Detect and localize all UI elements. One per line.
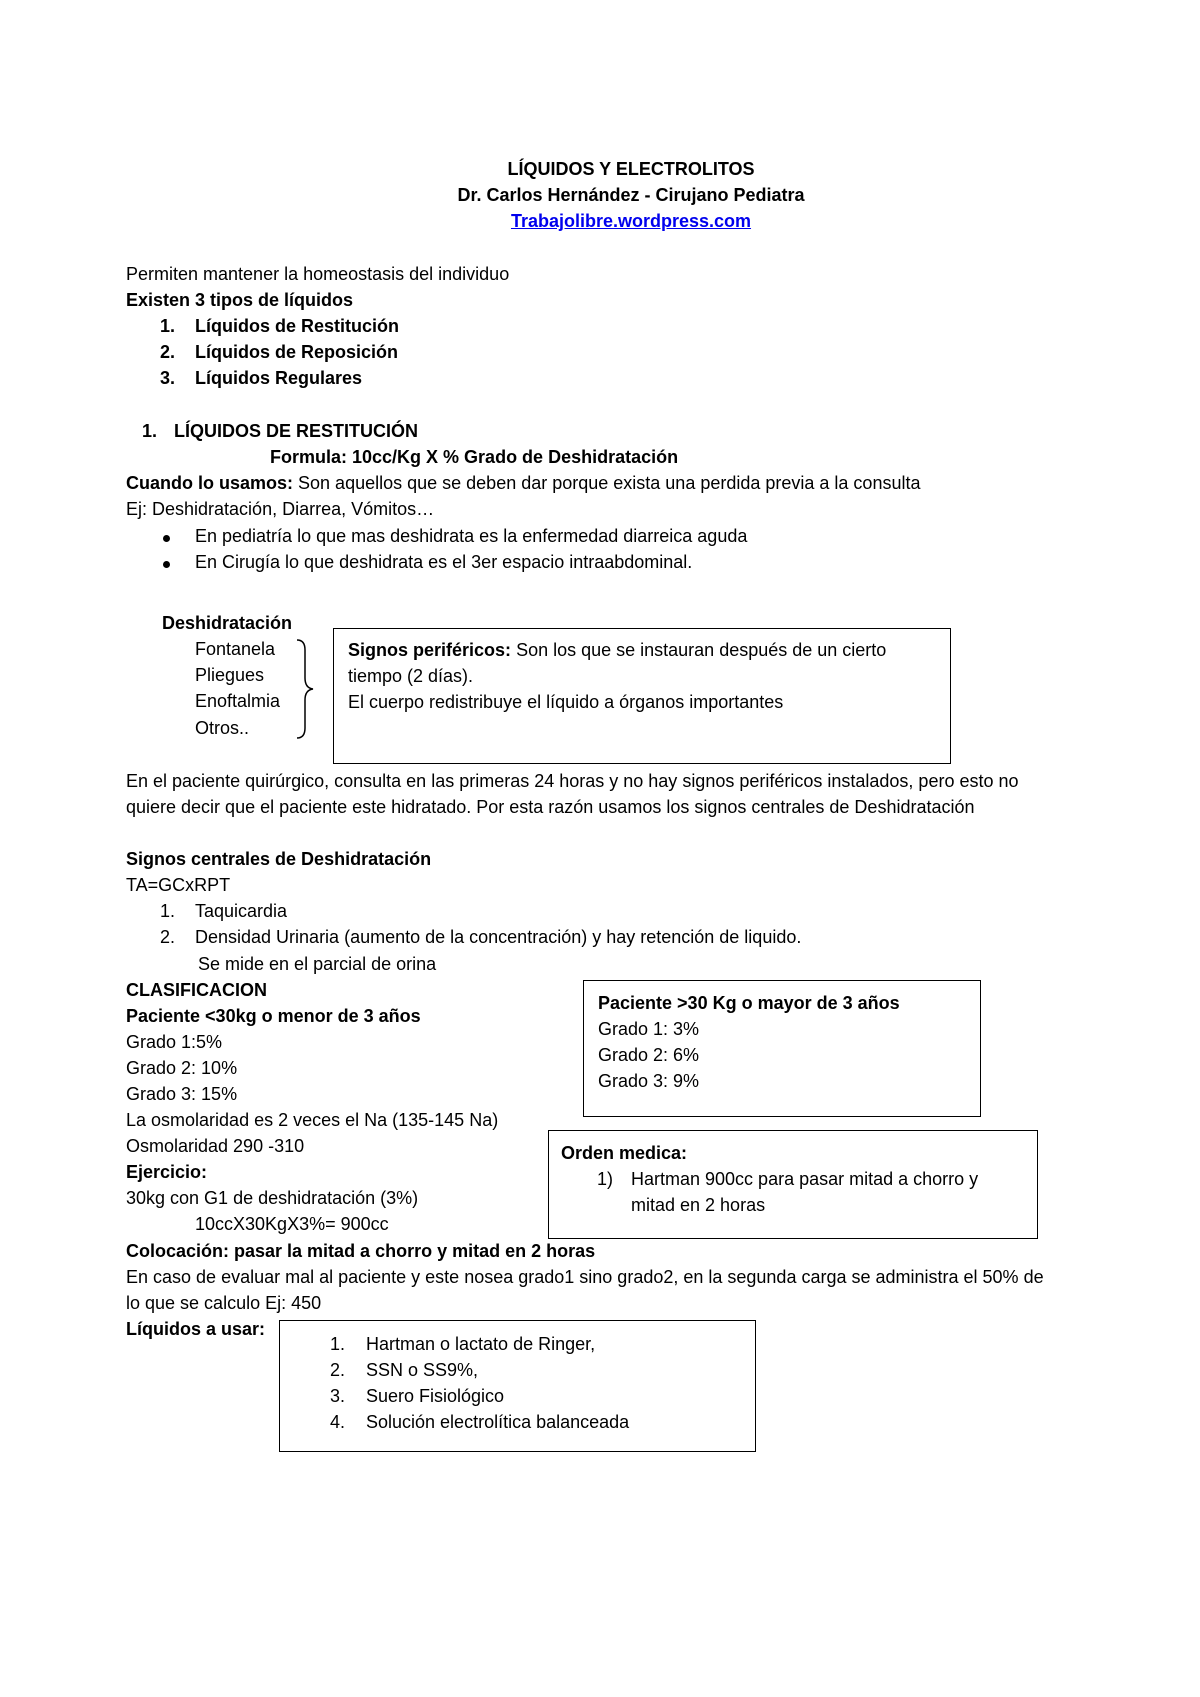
type-number: 2.	[160, 342, 176, 362]
when-used-text: Son aquellos que se deben dar porque exista una perdida previa a la consulta	[298, 473, 921, 493]
fluid-number: 1.	[330, 1334, 346, 1354]
placement-paragraph-line: lo que se calculo Ej: 450	[126, 1293, 322, 1313]
type-item: Líquidos de Reposición	[195, 342, 399, 362]
surgical-paragraph-line: quiere decir que el paciente este hidratado. Por esta razón usamos los signos centrales de Deshidratación	[126, 797, 975, 817]
placement-paragraph-line: En caso de evaluar mal al paciente y este nosea grado1 sino grado2, en la segunda carga se administra el 50% de	[126, 1267, 1044, 1287]
surgical-paragraph-line: En el paciente quirúrgico, consulta en las primeras 24 horas y no hay signos periféricos instalados, pero esto no	[126, 771, 1019, 791]
medical-order-line: mitad en 2 horas	[631, 1195, 766, 1215]
document-title: LÍQUIDOS Y ELECTROLITOS	[507, 159, 755, 179]
dehydration-heading: Deshidratación	[162, 613, 293, 633]
document-author: Dr. Carlos Hernández - Cirujano Pediatra	[457, 185, 805, 205]
exercise-calculation: 10ccX30KgX3%= 900cc	[195, 1214, 389, 1234]
peripheral-signs-line: El cuerpo redistribuye el líquido a órganos importantes	[348, 692, 784, 712]
when-used-label: Cuando lo usamos:	[126, 473, 294, 493]
fluids-box	[279, 1320, 756, 1452]
dehydration-sign: Fontanela	[195, 639, 276, 659]
medical-order-number: 1)	[597, 1169, 614, 1189]
central-sign-number: 2.	[160, 927, 176, 947]
medical-order-line: Hartman 900cc para pasar mitad a chorro y	[631, 1169, 979, 1189]
small-patient-grade: Grado 1:5%	[126, 1032, 223, 1052]
mnemonic: TA=GCxRPT	[126, 875, 231, 895]
fluid-number: 3.	[330, 1386, 346, 1406]
central-sign-note: Se mide en el parcial de orina	[198, 954, 437, 974]
fluid-number: 4.	[330, 1412, 346, 1432]
small-patient-grade: Grado 2: 10%	[126, 1058, 238, 1078]
central-sign-number: 1.	[160, 901, 176, 921]
bullet-icon	[163, 535, 170, 542]
placement-heading: Colocación: pasar la mitad a chorro y mitad en 2 horas	[126, 1241, 596, 1261]
curly-brace-icon	[295, 638, 317, 740]
peripheral-signs-text: Son los que se instauran después de un cierto	[516, 640, 887, 660]
peripheral-signs-box	[333, 628, 951, 764]
classification-heading: CLASIFICACION	[126, 980, 267, 1000]
type-number: 1.	[160, 316, 176, 336]
medical-order-box	[548, 1130, 1038, 1239]
exercise-heading: Ejercicio:	[126, 1162, 208, 1182]
central-signs-heading: Signos centrales de Deshidratación	[126, 849, 432, 869]
peripheral-signs-line: tiempo (2 días).	[348, 666, 474, 686]
when-used	[126, 472, 920, 494]
fluid-item: SSN o SS9%,	[366, 1360, 479, 1380]
large-patient-grade: Grado 3: 9%	[598, 1071, 700, 1091]
osmolarity-line: La osmolaridad es 2 veces el Na (135-145 Na)	[126, 1110, 499, 1130]
type-item: Líquidos Regulares	[195, 368, 363, 388]
bullet-item: En pediatría lo que mas deshidrata es la enfermedad diarreica aguda	[195, 526, 748, 546]
osmolarity-range: Osmolaridad 290 -310	[126, 1136, 305, 1156]
type-number: 3.	[160, 368, 176, 388]
large-patient-grade: Grado 2: 6%	[598, 1045, 700, 1065]
fluids-heading: Líquidos a usar:	[126, 1319, 266, 1339]
fluid-number: 2.	[330, 1360, 346, 1380]
section-heading: LÍQUIDOS DE RESTITUCIÓN	[174, 421, 419, 441]
central-sign-item: Taquicardia	[195, 901, 288, 921]
large-patient-box	[583, 980, 981, 1117]
dehydration-sign: Otros..	[195, 718, 250, 738]
intro-line: Permiten mantener la homeostasis del individuo	[126, 264, 510, 284]
fluid-item: Hartman o lactato de Ringer,	[366, 1334, 596, 1354]
examples: Ej: Deshidratación, Diarrea, Vómitos…	[126, 499, 435, 519]
fluid-item: Suero Fisiológico	[366, 1386, 505, 1406]
peripheral-signs-label: Signos periféricos:	[348, 640, 512, 660]
small-patient-heading: Paciente <30kg o menor de 3 años	[126, 1006, 421, 1026]
dehydration-sign: Enoftalmia	[195, 691, 281, 711]
peripheral-signs-line	[348, 639, 886, 661]
bullet-icon	[163, 561, 170, 568]
central-sign-item: Densidad Urinaria (aumento de la concentración) y hay retención de liquido.	[195, 927, 802, 947]
large-patient-heading: Paciente >30 Kg o mayor de 3 años	[598, 993, 900, 1013]
large-patient-grade: Grado 1: 3%	[598, 1019, 700, 1039]
dehydration-sign: Pliegues	[195, 665, 265, 685]
type-item: Líquidos de Restitución	[195, 316, 400, 336]
formula: Formula: 10cc/Kg X % Grado de Deshidratación	[270, 447, 679, 467]
bullet-item: En Cirugía lo que deshidrata es el 3er espacio intraabdominal.	[195, 552, 693, 572]
exercise-line: 30kg con G1 de deshidratación (3%)	[126, 1188, 419, 1208]
section-number: 1.	[142, 421, 158, 441]
medical-order-heading: Orden medica:	[561, 1143, 688, 1163]
source-link[interactable]: Trabajolibre.wordpress.com	[510, 211, 752, 231]
fluid-item: Solución electrolítica balanceada	[366, 1412, 630, 1432]
small-patient-grade: Grado 3: 15%	[126, 1084, 238, 1104]
types-heading: Existen 3 tipos de líquidos	[126, 290, 354, 310]
